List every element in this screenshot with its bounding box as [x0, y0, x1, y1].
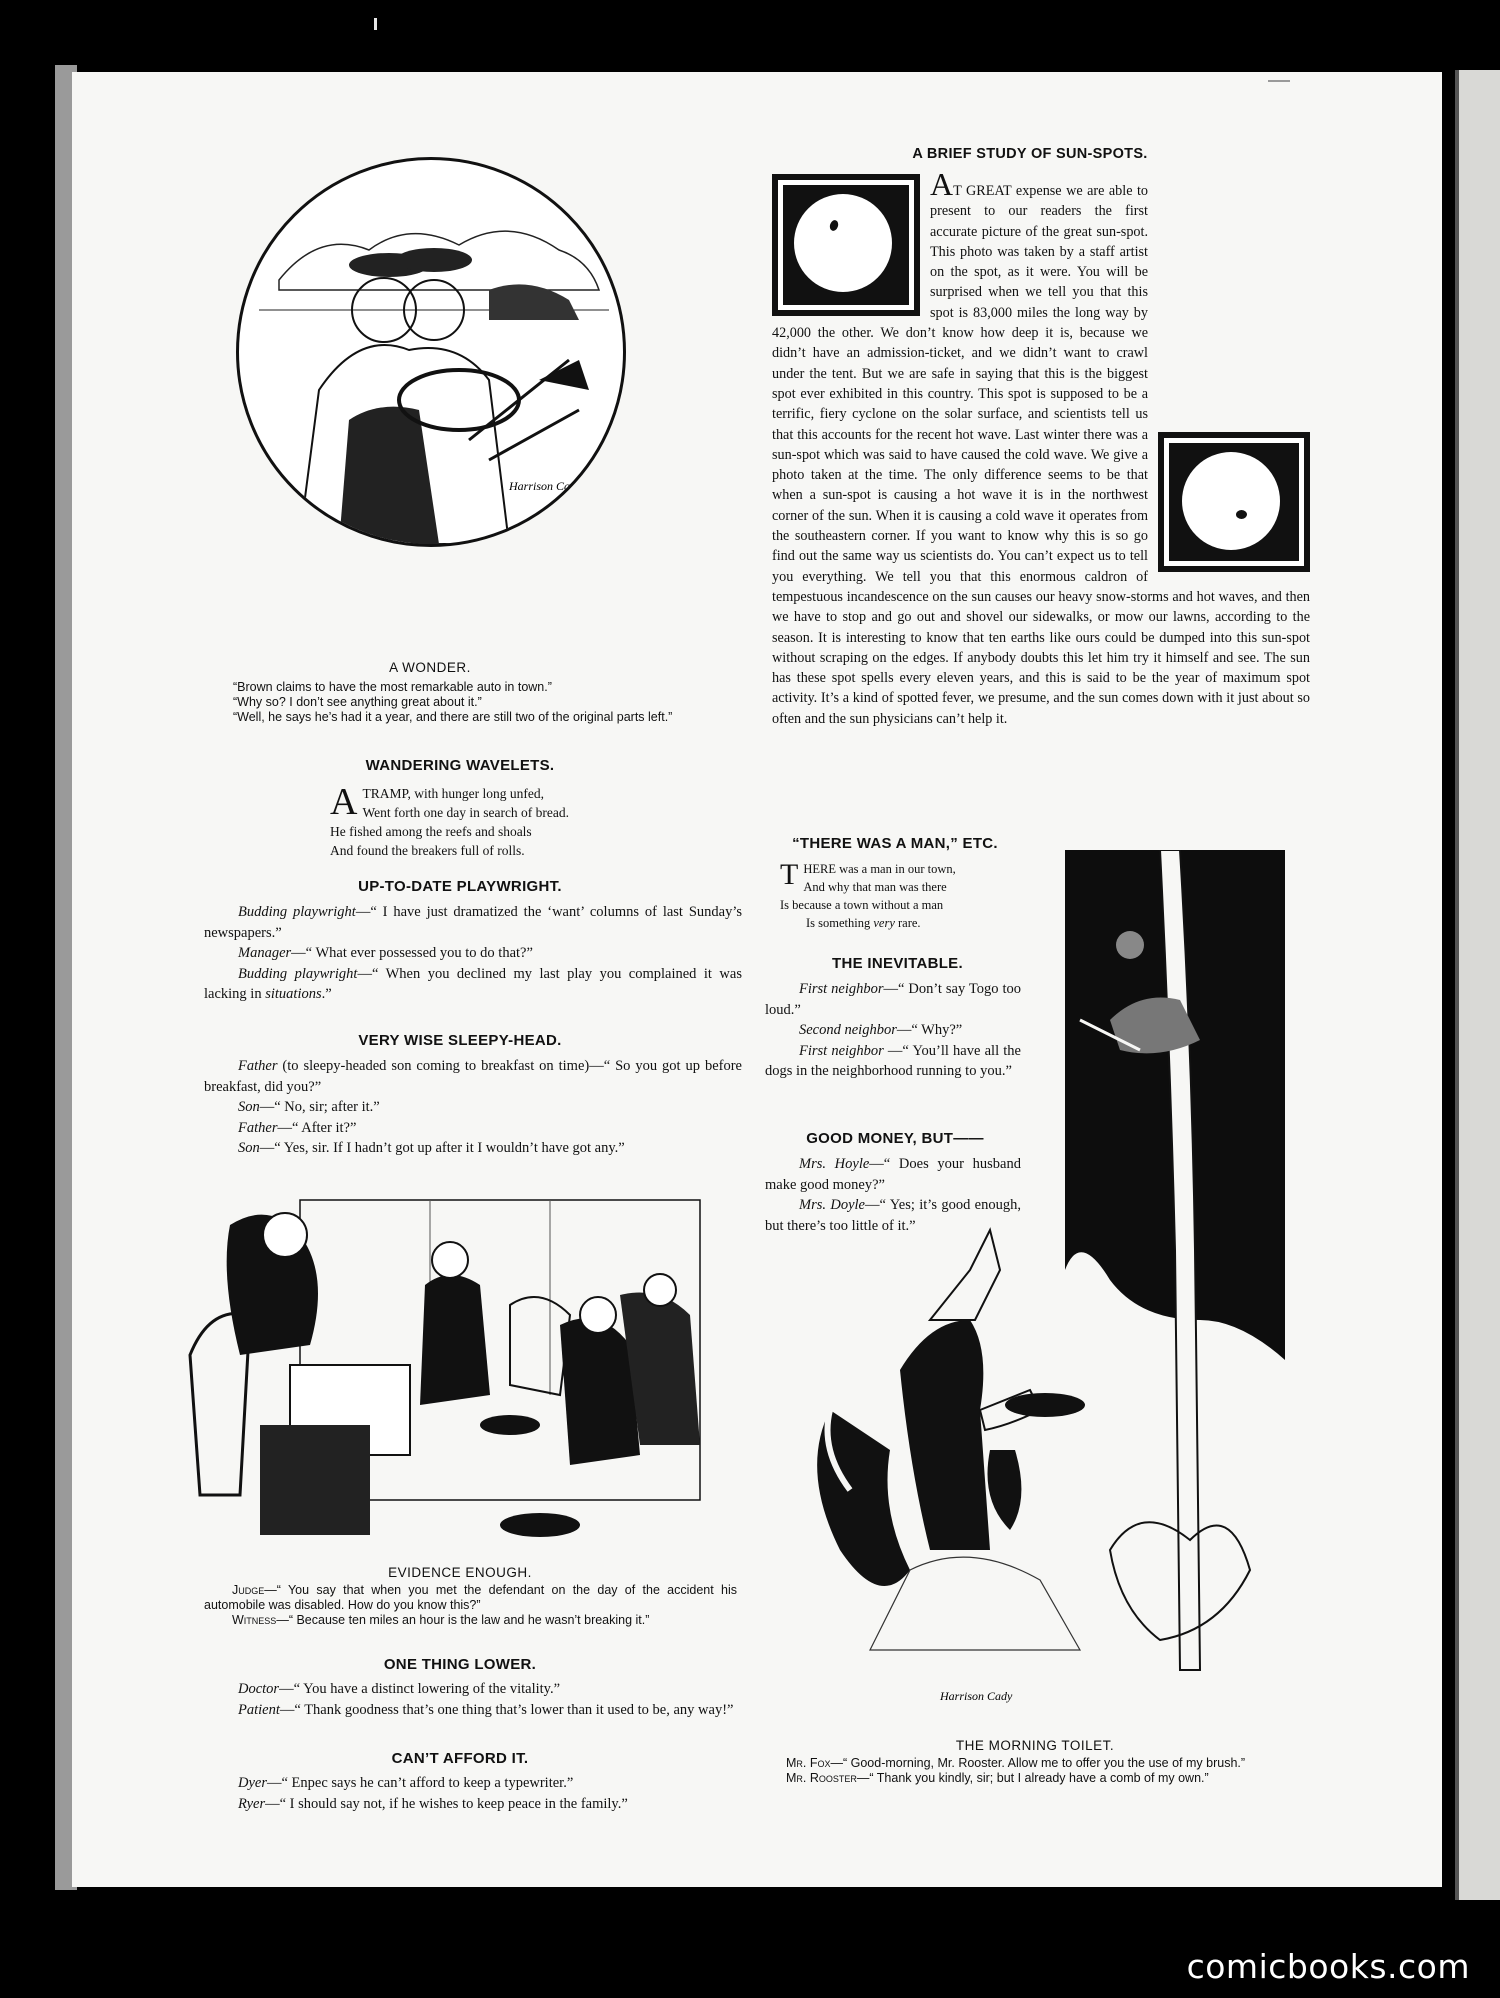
dialogue-line: Dyer—“ Enpec says he can’t afford to keep a typewriter.”: [238, 1775, 574, 1791]
verse-line: And why that man was there: [803, 880, 947, 894]
sunspot-picture-2: [1158, 432, 1310, 572]
drop-cap: A: [330, 781, 358, 823]
courtroom-illustration: [180, 1195, 740, 1550]
verse-line: He fished among the reefs and shoals: [330, 824, 532, 839]
sunspots-text: T GREAT expense we are able to present to our readers the first accurate picture of the great sun-spot. This photo was taken by a staff artist on the spot, as it were. You will be surprised when we tell you that this spot is 83,000 miles the long way by 42,000 the other. We don’t know how deep it is, because we didn’t have an admission-ticket, and we didn’t want to crawl under the tent. But we are safe in saying that this is the biggest spot ever exhibited in this country. This spot is supposed to be a terrific, fiery cyclone on the solar surface, and scientists tell us that this accounts for the recent hot wave. Last winter there was a sun-spot which was said to have caused the cold wave. We give a photo taken at the time. The only difference seems to be that when a sun-spot is causing a hot wave it is in the northwest corner of the sun. When it is causing a cold wave it operates from the southeastern corner. If you want to know why this is so go find out the same way us scientists do. You can’t expect us to tell you everything. We tell you that this enormous caldron of tempestuous incandescence on the sun causes our heavy snow-storms and hot waves, and then we have to stop and go out and shovel our sidewalks, or mow our lawns, according to the season. It is interesting to know that ten earths like ours could be dumped into this sun-spot without scraping on the edges. If anybody doubts this let him try it himself and see. The sun has these spot spells every eleven years, and this is said to be the year of maximum spot activity. It’s a kind of spotted fever, we presume, and the sun comes down with it just about so often and the sun physicians can’t help it.: [772, 183, 1310, 727]
dialogue-line: Son—“ Yes, sir. If I hadn’t got up after it I wouldn’t have got any.”: [238, 1140, 625, 1156]
afford-title: CAN’T AFFORD IT.: [391, 1750, 529, 1767]
verse-line: And found the breakers full of rolls.: [330, 843, 525, 858]
toilet-title: THE MORNING TOILET.: [955, 1738, 1115, 1753]
playwright-title: UP-TO-DATE PLAYWRIGHT.: [358, 878, 562, 895]
dialogue-line: Patient—“ Thank goodness that’s one thing that’s lower than it used to be, any way!”: [238, 1701, 734, 1718]
dialogue-line: Ryer—“ I should say not, if he wishes to keep peace in the family.”: [238, 1795, 628, 1812]
inevitable-title: THE INEVITABLE.: [832, 955, 963, 972]
dialogue-line: Manager—“ What ever possessed you to do that?”: [238, 945, 533, 961]
dialogue-line: First neighbor—“ Don’t say Togo too loud.”: [765, 981, 1021, 1018]
wonder-line: “Well, he says he’s had it a year, and there are still two of the original parts left.”: [233, 710, 673, 724]
lower-body: [204, 1679, 742, 1720]
dialogue-line: Mrs. Doyle—“ Yes; it’s good enough, but there’s too little of it.”: [765, 1197, 1021, 1234]
dialogue-line: Father—“ After it?”: [238, 1119, 357, 1136]
drop-cap: T: [780, 858, 799, 891]
evidence-caption: [204, 1583, 737, 1628]
dialogue-line: Doctor—“ You have a distinct lowering of the vitality.”: [238, 1681, 561, 1697]
verse-line: Is something very rare.: [806, 916, 921, 930]
next-page-edge: [1455, 70, 1500, 1900]
toilet-caption: [758, 1756, 1298, 1786]
drop-cap: A: [930, 166, 954, 202]
wonder-line: “Why so? I don’t see anything great about it.”: [233, 695, 482, 709]
scan-mark: [1268, 80, 1290, 82]
sleepy-title: VERY WISE SLEEPY-HEAD.: [358, 1032, 562, 1049]
verse-line: TRAMP, with hunger long unfed,: [362, 786, 544, 801]
wonder-title: A WONDER.: [389, 660, 471, 675]
sleepy-body: [204, 1056, 742, 1159]
scan-mark: [374, 18, 377, 30]
wonder-line: “Brown claims to have the most remarkable auto in town.”: [233, 680, 552, 694]
dialogue-line: Mrs. Hoyle—“ Does your husband make good money?”: [765, 1156, 1021, 1193]
dialogue-line: Witness—“ Because ten miles an hour is the law and he wasn’t breaking it.”: [232, 1613, 650, 1627]
dialogue-line: Father (to sleepy-headed son coming to breakfast on time)—“ So you got up before breakfast, did you?”: [204, 1058, 742, 1095]
sunspot-picture-1: [772, 174, 920, 316]
man-title: “THERE WAS A MAN,” ETC.: [792, 835, 998, 852]
playwright-body: [204, 902, 742, 1005]
verse-line: HERE was a man in our town,: [803, 862, 956, 876]
dialogue-line: First neighbor —“ You’ll have all the dogs in the neighborhood running to you.”: [765, 1042, 1021, 1079]
sun-spot-mark: [1236, 510, 1247, 519]
fox-rooster-illustration: [780, 850, 1315, 1720]
auto-drawing: [239, 160, 623, 544]
wavelets-title: WANDERING WAVELETS.: [365, 757, 555, 774]
verse-line: Went forth one day in search of bread.: [362, 805, 570, 820]
wavelets-verse: [330, 781, 650, 860]
dialogue-line: Budding playwright—“ When you declined my last play you complained it was lacking in situations.”: [204, 965, 742, 1002]
afford-body: [204, 1773, 742, 1814]
auto-illustration: [236, 157, 626, 547]
dialogue-line: Budding playwright—“ I have just dramatized the ‘want’ columns of last Sunday’s newspapers.”: [204, 904, 742, 941]
lower-title: ONE THING LOWER.: [383, 1656, 537, 1673]
site-watermark: comicbooks.com: [1186, 1947, 1470, 1986]
dialogue-line: Son—“ No, sir; after it.”: [238, 1099, 380, 1115]
sunspots-body: [772, 166, 1310, 729]
dialogue-line: Second neighbor—“ Why?”: [799, 1022, 963, 1038]
wonder-caption: [205, 680, 715, 725]
evidence-title: EVIDENCE ENOUGH.: [388, 1565, 532, 1580]
dialogue-line: Judge—“ You say that when you met the defendant on the day of the accident his automobile was disabled. How do you know this?”: [204, 1583, 737, 1612]
fox-rooster-drawing: [780, 850, 1315, 1720]
money-title: GOOD MONEY, BUT——: [806, 1130, 984, 1147]
svg-text:Harrison Cady: Harrison Cady: [509, 479, 582, 493]
verse-line: Is because a town without a man: [780, 898, 944, 912]
courtroom-drawing: [180, 1195, 740, 1550]
svg-text:Harrison Cady: Harrison Cady: [940, 1689, 1013, 1703]
dialogue-line: Mr. Fox—“ Good-morning, Mr. Rooster. Allow me to offer you the use of my brush.”: [786, 1756, 1246, 1770]
sunspots-title: A BRIEF STUDY OF SUN-SPOTS.: [912, 146, 1148, 162]
dialogue-line: Mr. Rooster—“ Thank you kindly, sir; but I already have a comb of my own.”: [786, 1771, 1209, 1785]
